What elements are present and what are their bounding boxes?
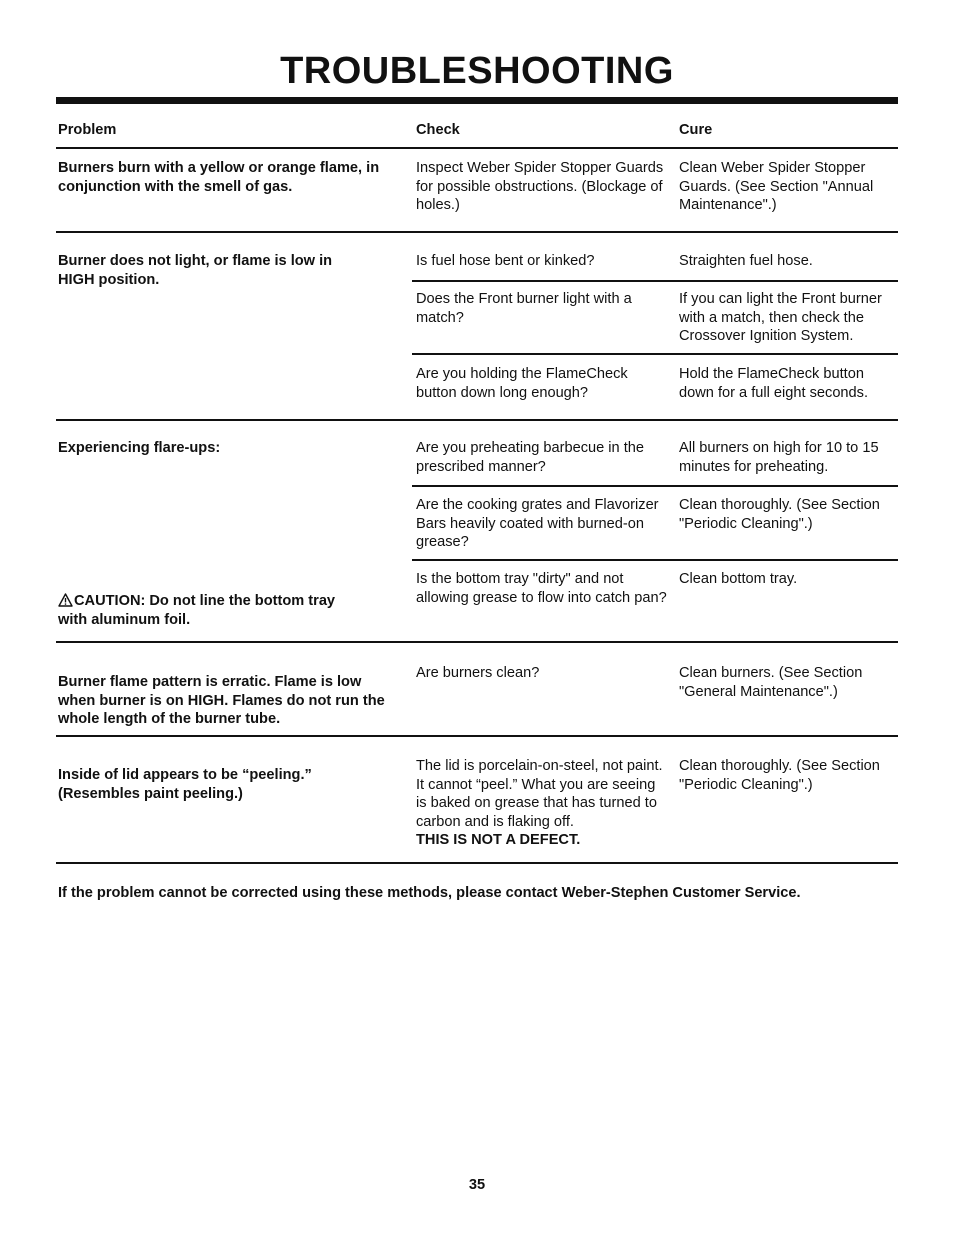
row-3-problem: Experiencing flare-ups: [58,440,221,456]
row-divider [56,419,898,421]
row-3-check-3: Is the bottom tray "dirty" and not allowing grease to flow into catch pan? [416,571,667,606]
caution-text: CAUTION: Do not line the bottom tray with aluminum foil. [58,593,336,628]
row-2-cure-2: If you can light the Front burner with a match, then check the Crossover Ignition System. [679,291,882,345]
row-2-check-3: Are you holding the FlameCheck button down long enough? [416,366,628,401]
sub-divider [412,280,898,282]
header-cure: Cure [679,122,713,138]
sub-divider [412,353,898,355]
warning-triangle-icon [58,593,73,607]
row-5-cure-1: Clean thoroughly. (See Section "Periodic Cleaning".) [679,758,880,793]
row-2-check-2: Does the Front burner light with a match? [416,291,632,326]
row-divider [56,641,898,643]
row-3-cure-2: Clean thoroughly. (See Section "Periodic Cleaning".) [679,497,880,532]
row-divider [56,735,898,737]
row-2-cure-1: Straighten fuel hose. [679,253,813,269]
row-3-check-2: Are the cooking grates and Flavorizer Bars heavily coated with burned-on grease? [416,497,659,551]
sub-divider [412,485,898,487]
row-5-problem: Inside of lid appears to be “peeling.” (Resembles paint peeling.) [58,767,312,802]
row-5-check-1 [416,757,668,850]
not-a-defect-note: THIS IS NOT A DEFECT. [416,832,581,849]
row-2-problem: Burner does not light, or flame is low in HIGH position. [58,253,333,288]
footer-note: If the problem cannot be corrected using these methods, please contact Weber-Stephen Customer Service. [58,885,801,901]
header-divider [56,147,898,149]
row-4-problem: Burner flame pattern is erratic. Flame is low when burner is on HIGH. Flames do not run the whole length of the burner tube. [58,674,385,728]
row-1-cure-1: Clean Weber Spider Stopper Guards. (See Section "Annual Maintenance".) [679,160,874,214]
row-3-cure-1: All burners on high for 10 to 15 minutes for preheating. [679,440,879,475]
row-1-problem: Burners burn with a yellow or orange flame, in conjunction with the smell of gas. [58,160,380,195]
title-rule [56,97,898,104]
row-2-cure-3: Hold the FlameCheck button down for a full eight seconds. [679,366,869,401]
sub-divider [412,559,898,561]
row-divider [56,231,898,233]
row-5-check-text: The lid is porcelain-on-steel, not paint. It cannot “peel.” What you are seeing is baked on grease that has turned to carbon and is flaking off. [416,758,663,830]
row-2-check-1: Is fuel hose bent or kinked? [416,253,595,269]
row-4-cure-1: Clean burners. (See Section "General Maintenance".) [679,665,863,700]
caution-note [58,592,368,629]
header-check: Check [416,122,460,138]
header-problem: Problem [58,122,117,138]
page-title: TROUBLESHOOTING [280,50,674,92]
table-bottom-rule [56,862,898,864]
row-3-cure-3: Clean bottom tray. [679,571,798,587]
page-number: 35 [468,1177,486,1193]
row-3-check-1: Are you preheating barbecue in the prescribed manner? [416,440,644,475]
row-4-check-1: Are burners clean? [416,665,540,681]
row-1-check-1: Inspect Weber Spider Stopper Guards for possible obstructions. (Blockage of holes.) [416,160,664,214]
